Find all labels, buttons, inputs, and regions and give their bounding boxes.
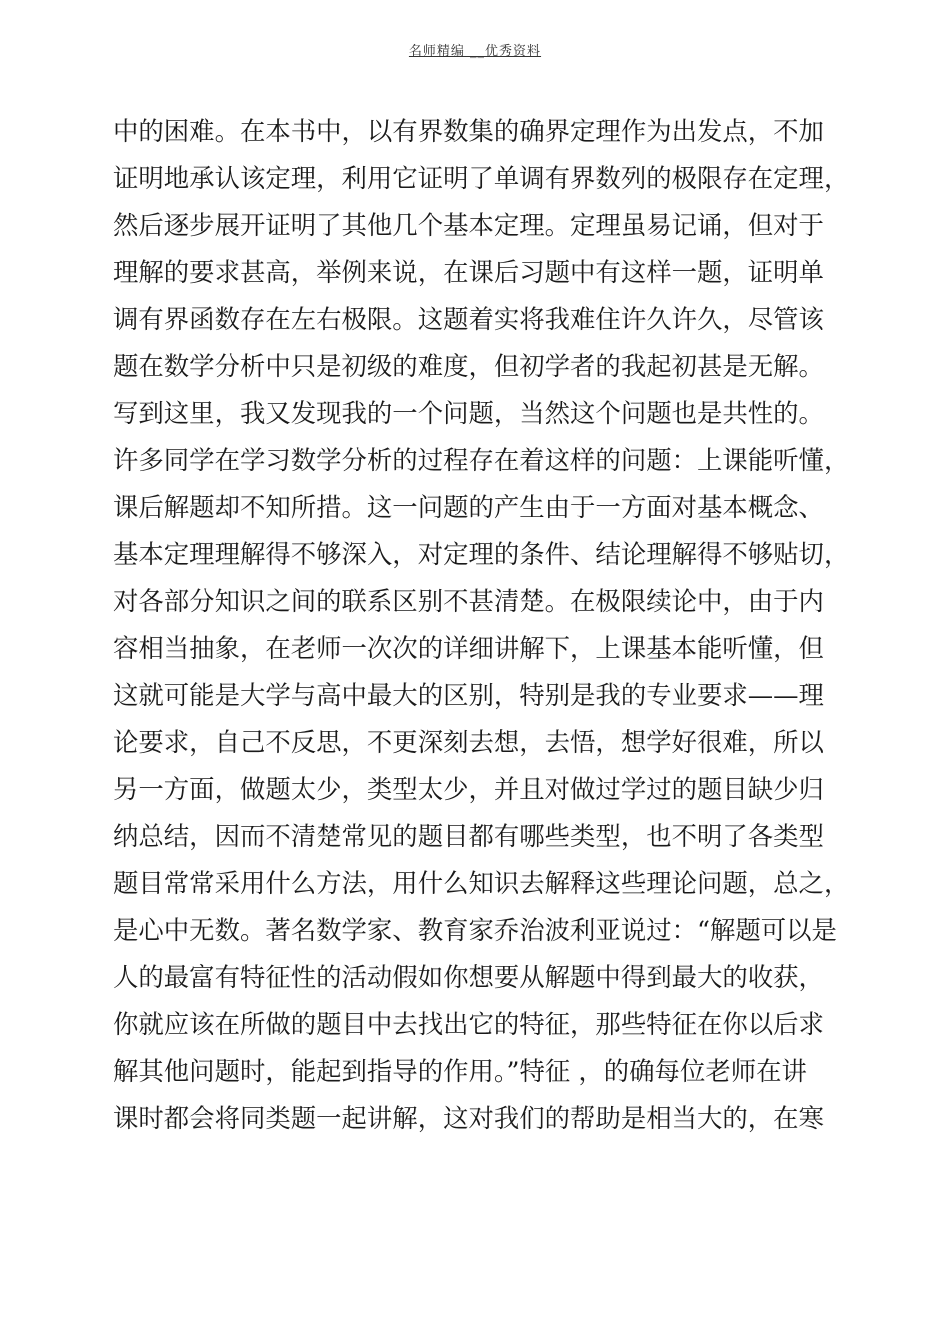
- page-header: [0, 40, 950, 59]
- text-line: 许多同学在学习数学分析的过程存在着这样的问题：上课能听懂，: [113, 445, 850, 475]
- text-line: 课后解题却不知所措。这一问题的产生由于一方面对基本概念、: [113, 492, 824, 522]
- text-line: 然后逐步展开证明了其他几个基本定理。定理虽易记诵，但对于: [113, 210, 824, 240]
- text-line: 中的困难。在本书中，以有界数集的确界定理作为出发点，不加: [113, 116, 824, 146]
- text-line: 题在数学分析中只是初级的难度，但初学者的我起初甚是无解。: [113, 351, 824, 381]
- text-line: 解其他问题时，能起到指导的作用。”特征 ，的确每位老师在讲: [113, 1056, 807, 1086]
- text-line: 调有界函数存在左右极限。这题着实将我难住许久许久，尽管该: [113, 304, 824, 334]
- text-line: 纳总结，因而不清楚常见的题目都有哪些类型，也不明了各类型: [113, 821, 824, 851]
- body-text: [113, 108, 850, 1142]
- text-line: 证明地承认该定理，利用它证明了单调有界数列的极限存在定理，: [113, 163, 850, 193]
- text-line: 这就可能是大学与高中最大的区别，特别是我的专业要求——理: [113, 680, 824, 710]
- text-line: 课时都会将同类题一起讲解，这对我们的帮助是相当大的，在寒: [113, 1103, 824, 1133]
- text-line: 题目常常采用什么方法，用什么知识去解释这些理论问题，总之，: [113, 868, 850, 898]
- text-line: 人的最富有特征性的活动假如你想要从解题中得到最大的收获，: [113, 962, 824, 992]
- text-line: 写到这里，我又发现我的一个问题，当然这个问题也是共性的。: [113, 398, 824, 428]
- text-line: 论要求，自己不反思，不更深刻去想，去悟，想学好很难，所以: [113, 727, 824, 757]
- text-line: 基本定理理解得不够深入，对定理的条件、结论理解得不够贴切，: [113, 539, 850, 569]
- text-line: 另一方面，做题太少，类型太少，并且对做过学过的题目缺少归: [113, 774, 824, 804]
- text-line: 容相当抽象，在老师一次次的详细讲解下，上课基本能听懂，但: [113, 633, 824, 663]
- text-line: 是心中无数。著名数学家、教育家乔治波利亚说过：“解题可以是: [113, 915, 837, 945]
- text-line: 理解的要求甚高，举例来说，在课后习题中有这样一题，证明单: [113, 257, 824, 287]
- text-line: 对各部分知识之间的联系区别不甚清楚。在极限续论中，由于内: [113, 586, 824, 616]
- header-text: 名师精编 __优秀资料: [408, 44, 542, 59]
- text-line: 你就应该在所做的题目中去找出它的特征，那些特征在你以后求: [113, 1009, 824, 1039]
